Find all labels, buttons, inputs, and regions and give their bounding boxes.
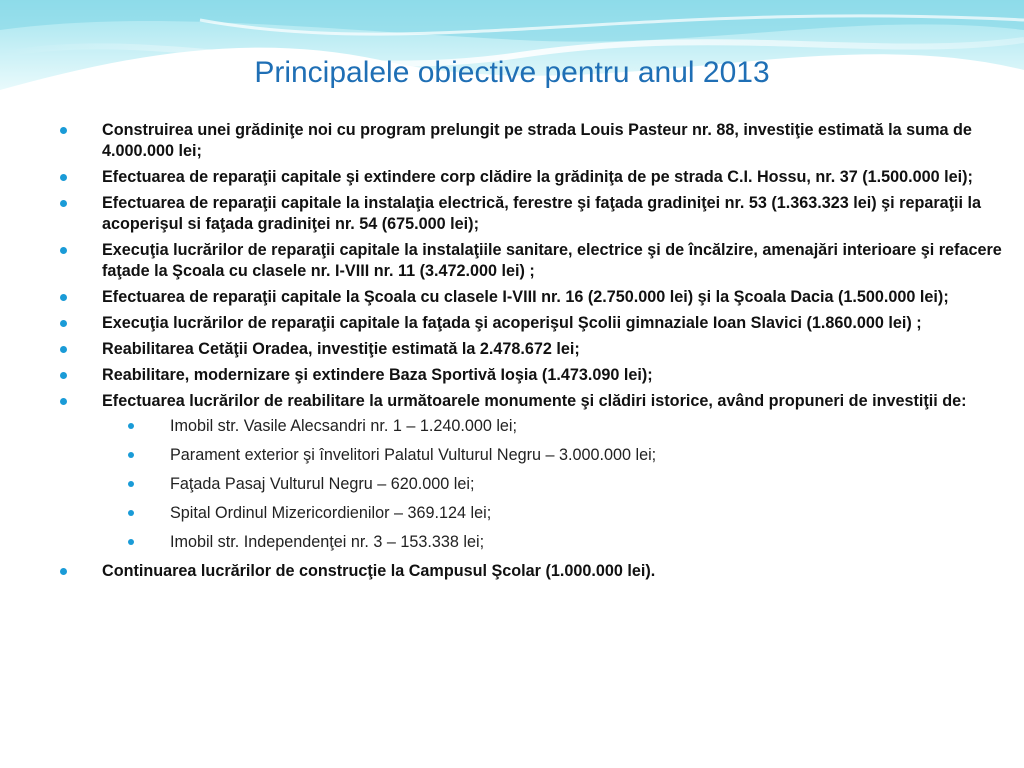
list-item-text: Efectuarea de reparaţii capitale la Şcoala cu clasele I-VIII nr. 16 (2.750.000 lei) şi la Şcoala Dacia (1.500.000 lei); [102,288,949,306]
bullet-icon [60,200,67,207]
sub-list-item-text: Faţada Pasaj Vulturul Negru – 620.000 lei; [170,475,475,493]
bullet-icon [128,423,134,429]
list-item [60,313,1015,334]
sub-list-item [102,416,1015,437]
bullet-icon [60,320,67,327]
bullet-icon [60,247,67,254]
page-title: Principalele obiective pentru anul 2013 [254,56,770,89]
sub-list-item-text: Parament exterior şi învelitori Palatul Vulturul Negru – 3.000.000 lei; [170,446,657,464]
list-item-text: Efectuarea de reparaţii capitale şi extindere corp clădire la grădiniţa de pe strada C.I. Hossu, nr. 37 (1.500.000 lei); [102,168,973,186]
monuments-sublist [102,416,1015,553]
list-item [60,561,1015,582]
list-item [60,391,1015,553]
bullet-icon [128,481,134,487]
sub-list-item-text: Imobil str. Vasile Alecsandri nr. 1 – 1.240.000 lei; [170,417,518,435]
bullet-icon [128,510,134,516]
list-item-text: Reabilitare, modernizare şi extindere Baza Sportivă Ioşia (1.473.090 lei); [102,366,653,384]
bullet-icon [128,452,134,458]
bullet-icon [60,568,67,575]
list-item-text: Efectuarea de reparaţii capitale la instalaţia electrică, ferestre şi faţada gradiniţei nr. 53 (1.363.323 lei) şi reparaţii la acoperişul si faţada gradiniţei nr. 54 (675.000 lei); [102,194,982,233]
sub-list-item-text: Imobil str. Independenţei nr. 3 – 153.338 lei; [170,533,485,551]
bullet-icon [60,398,67,405]
list-item [60,339,1015,360]
objectives-list [60,120,1015,582]
bullet-icon [60,174,67,181]
bullet-icon [60,346,67,353]
slide-content [60,120,1015,587]
list-item [60,167,1015,188]
list-item [60,120,1015,162]
sub-list-item-text: Spital Ordinul Mizericordienilor – 369.124 lei; [170,504,492,522]
list-item [60,287,1015,308]
list-item [60,193,1015,235]
bullet-icon [60,294,67,301]
list-item-text: Reabilitarea Cetăţii Oradea, investiţie estimată la 2.478.672 lei; [102,340,580,358]
list-item-text: Continuarea lucrărilor de construcţie la Campusul Şcolar (1.000.000 lei). [102,562,656,580]
list-item-text: Construirea unei grădiniţe noi cu program prelungit pe strada Louis Pasteur nr. 88, investiţie estimată la suma de 4.000.000 lei; [102,121,972,160]
sub-list-item [102,445,1015,466]
list-item-text: Execuţia lucrărilor de reparaţii capitale la faţada şi acoperişul Şcolii gimnaziale Ioan Slavici (1.860.000 lei) ; [102,314,922,332]
list-item [60,365,1015,386]
sub-list-item [102,503,1015,524]
list-item-text: Efectuarea lucrărilor de reabilitare la următoarele monumente şi clădiri istorice, având propuneri de investiţii de: [102,392,967,410]
bullet-icon [128,539,134,545]
list-item [60,240,1015,282]
bullet-icon [60,372,67,379]
sub-list-item [102,474,1015,495]
sub-list-item [102,532,1015,553]
bullet-icon [60,127,67,134]
list-item-text: Execuţia lucrărilor de reparaţii capitale la instalaţiile sanitare, electrice şi de încălzire, amenajări interioare şi refacere faţade la Şcoala cu clasele nr. I-VIII nr. 11 (3.472.000 lei) ; [102,241,1002,280]
